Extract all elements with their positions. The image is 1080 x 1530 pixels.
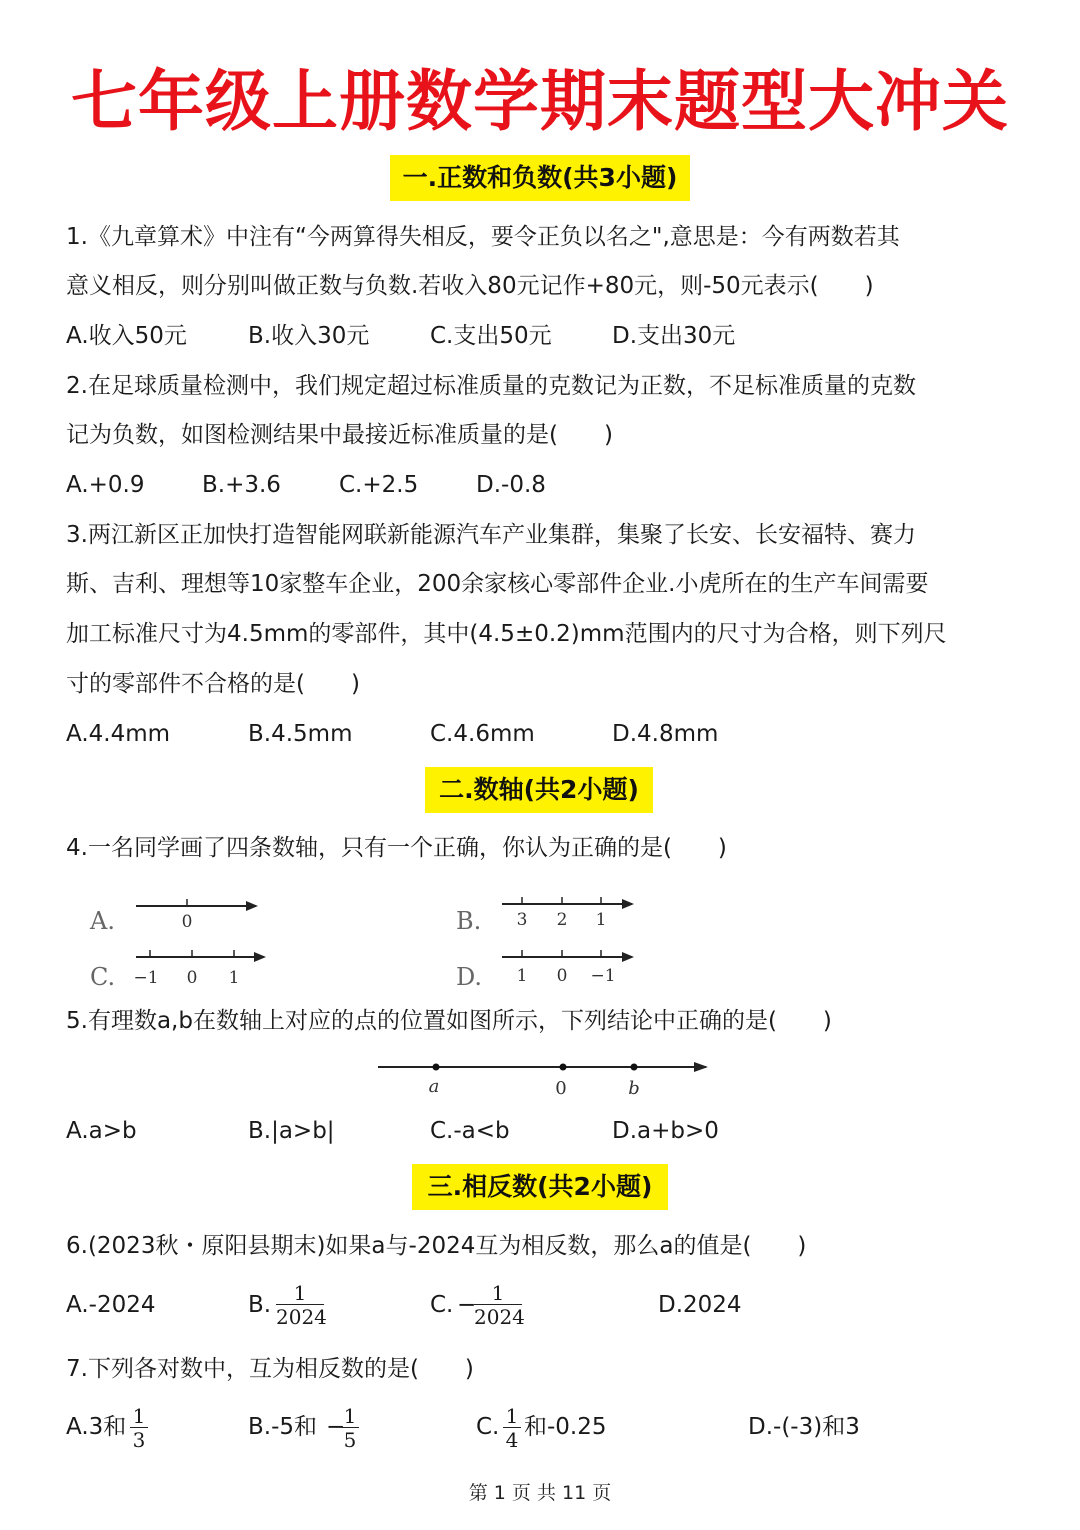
section-header-opposite-numbers: 三.相反数(共2小题) (412, 1164, 668, 1210)
q7-option-c-label: C. (476, 1414, 500, 1440)
q1-option-c: C.支出50元 (430, 323, 552, 349)
page-title: 七年级上册数学期末题型大冲关 (71, 63, 1009, 140)
point-a (433, 1064, 440, 1071)
q6-option-c-label: C. (430, 1292, 454, 1318)
point-origin-label: 0 (555, 1078, 567, 1099)
question-5-line-1: 5.有理数a,b在数轴上对应的点的位置如图所示，下列结论中正确的是( ) (66, 1008, 832, 1034)
question-3-line-3: 加工标准尺寸为4.5mm的零部件，其中(4.5±0.2)mm范围内的尺寸为合格，则下列尺 (66, 621, 947, 647)
q7-option-a-label: A.3和 (66, 1414, 127, 1440)
section-header-number-line: 二.数轴(共2小题) (425, 767, 653, 813)
question-2-line-2: 记为负数，如图检测结果中最接近标准质量的是( ) (66, 422, 613, 448)
number-line-c-label: C. (90, 963, 116, 991)
fraction-numerator: 1 (293, 1281, 307, 1305)
q2-option-c: C.+2.5 (339, 472, 419, 498)
fraction-denominator: 4 (505, 1428, 519, 1452)
q1-option-d: D.支出30元 (612, 323, 736, 349)
q1-option-a: A.收入50元 (66, 323, 187, 349)
question-3-line-4: 寸的零部件不合格的是( ) (66, 671, 360, 697)
q7-option-c-fraction (503, 1405, 521, 1452)
question-1-line-2: 意义相反，则分别叫做正数与负数.若收入80元记作+80元，则-50元表示( ) (66, 273, 874, 299)
number-line-b-tick-label: 3 (516, 910, 528, 930)
number-line-c-tick-label: 1 (228, 968, 240, 988)
q6-option-a: A.-2024 (66, 1292, 156, 1318)
question-2-line-1: 2.在足球质量检测中，我们规定超过标准质量的克数记为正数，不足标准质量的克数 (66, 373, 916, 399)
question-6-line-1: 6.(2023秋・原阳县期末)如果a与-2024互为相反数，那么a的值是( ) (66, 1233, 807, 1259)
fraction-denominator: 3 (132, 1428, 146, 1452)
q7-option-b-sign: − (326, 1414, 346, 1440)
q6-option-d: D.2024 (658, 1292, 742, 1318)
fraction-denominator: 2024 (276, 1305, 327, 1329)
q3-option-d: D.4.8mm (612, 721, 719, 747)
q5-option-a: A.a>b (66, 1118, 137, 1144)
q2-option-a: A.+0.9 (66, 472, 145, 498)
number-line-d-tick-label: 1 (516, 966, 528, 986)
fraction-numerator: 1 (132, 1404, 146, 1428)
q3-option-a: A.4.4mm (66, 721, 171, 747)
q7-option-b-fraction (341, 1405, 359, 1452)
point-origin (560, 1064, 567, 1071)
q3-option-c: C.4.6mm (430, 721, 535, 747)
fraction-numerator: 1 (505, 1404, 519, 1428)
fraction-denominator: 2024 (474, 1305, 525, 1329)
q2-option-b: B.+3.6 (202, 472, 281, 498)
number-line-b-label: B. (456, 907, 482, 935)
q3-option-b: B.4.5mm (248, 721, 353, 747)
number-line-b-tick-label: 2 (556, 910, 568, 930)
q5-option-d: D.a+b>0 (612, 1118, 719, 1144)
question-3-line-1: 3.两江新区正加快打造智能网联新能源汽车产业集群，集聚了长安、长安福特、赛力 (66, 522, 916, 548)
q7-option-d: D.-(-3)和3 (748, 1414, 860, 1440)
q6-option-b-fraction (276, 1281, 327, 1329)
q6-option-b-label: B. (248, 1292, 272, 1318)
page-footer: 第 1 页 共 11 页 (468, 1482, 612, 1504)
q5-option-c: C.-a<b (430, 1118, 510, 1144)
number-line-c-tick-label: −1 (133, 968, 159, 988)
number-line-c-tick-label: 0 (186, 968, 198, 988)
number-line-options-figure (66, 885, 666, 995)
q6-option-c-sign: − (457, 1292, 477, 1318)
fraction-numerator: 1 (491, 1281, 505, 1305)
q7-option-b-label: B.-5和 (248, 1414, 318, 1440)
q5-option-b: B.|a>b| (248, 1118, 335, 1144)
fraction-numerator: 1 (343, 1404, 357, 1428)
point-b-label: b (628, 1078, 640, 1099)
number-line-d-label: D. (456, 963, 483, 991)
fraction-denominator: 5 (343, 1428, 357, 1452)
number-line-a-tick-label: 0 (181, 912, 193, 932)
ab-number-line-figure (370, 1050, 720, 1102)
q7-option-c-tail: 和-0.25 (524, 1414, 607, 1440)
point-b (631, 1064, 638, 1071)
point-a-label: a (428, 1076, 440, 1097)
q1-option-b: B.收入30元 (248, 323, 370, 349)
question-3-line-2: 斯、吉利、理想等10家整车企业，200余家核心零部件企业.小虎所在的生产车间需要 (66, 571, 929, 597)
number-line-d-tick-label: 0 (556, 966, 568, 986)
q6-option-c-fraction (474, 1281, 525, 1329)
question-4-line-1: 4.一名同学画了四条数轴，只有一个正确，你认为正确的是( ) (66, 835, 727, 861)
question-7-line-1: 7.下列各对数中，互为相反数的是( ) (66, 1356, 474, 1382)
section-header-positive-negative: 一.正数和负数(共3小题) (390, 155, 690, 201)
number-line-a-label: A. (90, 907, 115, 935)
q2-option-d: D.-0.8 (476, 472, 546, 498)
q7-option-a-fraction (130, 1405, 148, 1452)
number-line-b-tick-label: 1 (595, 910, 607, 930)
question-1-line-1: 1.《九章算术》中注有“今两算得失相反，要令正负以名之",意思是：今有两数若其 (66, 224, 900, 250)
number-line-d-tick-label: −1 (590, 966, 616, 986)
